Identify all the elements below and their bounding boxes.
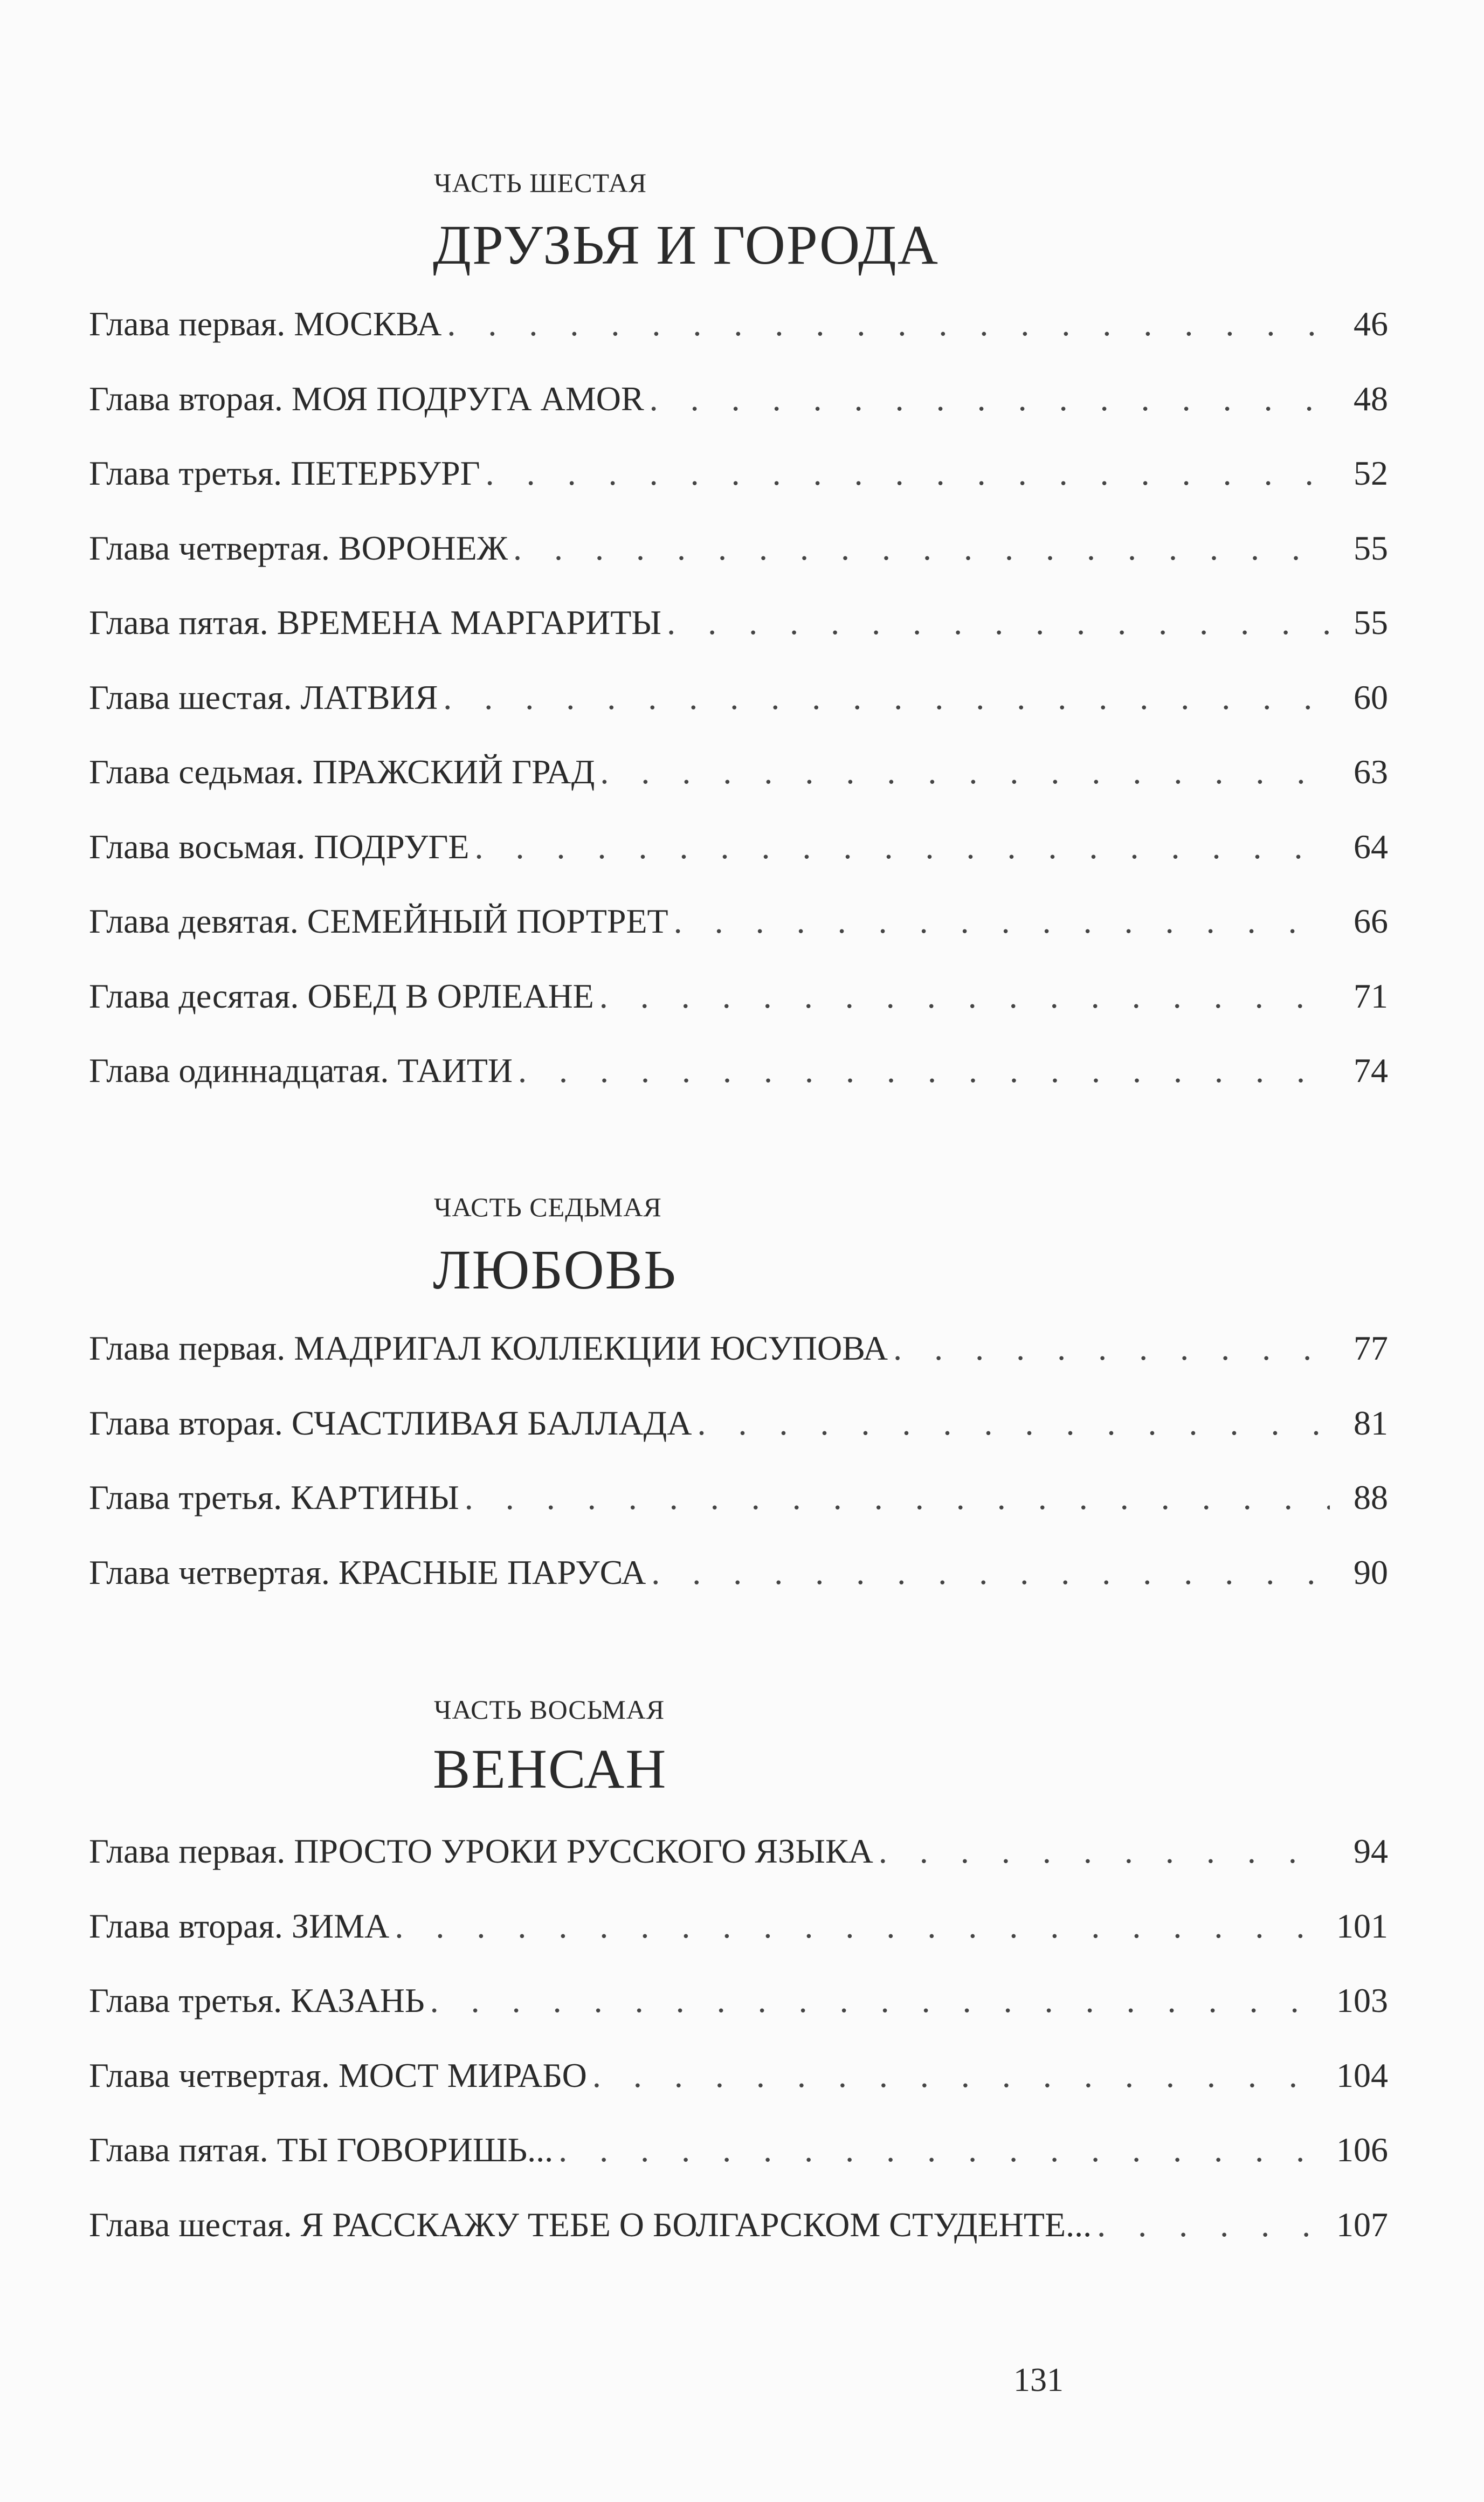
chapter-title: Глава четвертая. ВОРОНЕЖ [89, 528, 508, 567]
toc-entry [89, 511, 1388, 586]
chapter-page: 106 [1336, 2131, 1388, 2169]
chapter-page: 77 [1354, 1329, 1388, 1367]
chapter-page: 63 [1354, 753, 1388, 791]
chapter-title: Глава десятая. ОБЕД В ОРЛЕАНЕ [89, 976, 594, 1015]
chapter-page: 60 [1354, 678, 1388, 716]
part-8-label: ЧАСТЬ ВОСЬМАЯ [434, 1694, 665, 1725]
toc-entry [89, 735, 1388, 810]
chapter-page: 55 [1354, 528, 1388, 567]
chapter-title: Глава вторая. МОЯ ПОДРУГА AMOR [89, 379, 644, 418]
toc-entry [89, 2188, 1388, 2263]
toc-entry [89, 660, 1388, 735]
toc-entry [89, 1386, 1388, 1461]
dot-leader [667, 585, 1330, 660]
chapter-title: Глава вторая. ЗИМА [89, 1906, 390, 1945]
dot-leader [893, 1311, 1330, 1386]
toc-entry [89, 1033, 1388, 1108]
dot-leader [650, 362, 1330, 437]
chapter-page: 55 [1354, 603, 1388, 642]
dot-leader [447, 287, 1330, 362]
dot-leader [558, 2113, 1327, 2188]
toc-entry [89, 959, 1388, 1034]
toc-entry [89, 1311, 1388, 1386]
toc-entry [89, 436, 1388, 511]
chapter-page: 64 [1354, 827, 1388, 866]
chapter-title: Глава вторая. СЧАСТЛИВАЯ БАЛЛАДА [89, 1403, 692, 1442]
toc-entry [89, 810, 1388, 885]
dot-leader [518, 1033, 1330, 1108]
chapter-page: 103 [1336, 1981, 1388, 2019]
toc-entry [89, 1889, 1388, 1964]
toc-entry [89, 585, 1388, 660]
chapter-page: 104 [1336, 2056, 1388, 2094]
chapter-page: 74 [1354, 1051, 1388, 1090]
toc-entry [89, 2113, 1388, 2188]
dot-leader [879, 1814, 1330, 1889]
chapter-title: Глава первая. МАДРИГАЛ КОЛЛЕКЦИИ ЮСУПОВА [89, 1329, 888, 1367]
part-6-label: ЧАСТЬ ШЕСТАЯ [434, 168, 647, 198]
toc-entry [89, 2038, 1388, 2113]
dot-leader [674, 884, 1330, 959]
chapter-page: 88 [1354, 1478, 1388, 1517]
chapter-page: 107 [1336, 2205, 1388, 2244]
toc-part-8 [89, 1814, 1388, 2262]
dot-leader [430, 1963, 1327, 2038]
chapter-title: Глава пятая. ТЫ ГОВОРИШЬ... [89, 2131, 554, 2169]
dot-leader [465, 1460, 1330, 1535]
chapter-title: Глава четвертая. МОСТ МИРАБО [89, 2056, 587, 2094]
chapter-page: 94 [1354, 1832, 1388, 1870]
dot-leader [443, 660, 1330, 735]
toc-entry [89, 287, 1388, 362]
chapter-title: Глава шестая. Я РАССКАЖУ ТЕБЕ О БОЛГАРСКОМ СТУДЕНТЕ... [89, 2205, 1092, 2244]
chapter-title: Глава первая. ПРОСТО УРОКИ РУССКОГО ЯЗЫКА [89, 1832, 873, 1870]
part-6-title: ДРУЗЬЯ И ГОРОДА [433, 214, 939, 276]
toc-entry [89, 1460, 1388, 1535]
chapter-title: Глава первая. МОСКВА [89, 305, 442, 343]
chapter-page: 101 [1336, 1906, 1388, 1945]
chapter-page: 81 [1354, 1403, 1388, 1442]
chapter-page: 52 [1354, 454, 1388, 492]
dot-leader [1097, 2188, 1327, 2263]
part-8-title: ВЕНСАН [433, 1738, 667, 1800]
chapter-title: Глава девятая. СЕМЕЙНЫЙ ПОРТРЕТ [89, 902, 668, 940]
dot-leader [600, 735, 1330, 810]
toc-part-7 [89, 1311, 1388, 1610]
toc-part-6 [89, 287, 1388, 1108]
chapter-page: 48 [1354, 379, 1388, 418]
chapter-title: Глава четвертая. КРАСНЫЕ ПАРУСА [89, 1553, 646, 1591]
page-number: 131 [1013, 2362, 1064, 2398]
dot-leader [651, 1535, 1330, 1610]
part-7-label: ЧАСТЬ СЕДЬМАЯ [434, 1192, 662, 1222]
chapter-title: Глава третья. ПЕТЕРБУРГ [89, 454, 480, 492]
dot-leader [486, 436, 1330, 511]
dot-leader [599, 959, 1330, 1034]
chapter-page: 90 [1354, 1553, 1388, 1591]
dot-leader [592, 2038, 1327, 2113]
chapter-title: Глава шестая. ЛАТВИЯ [89, 678, 438, 716]
chapter-title: Глава третья. КАРТИНЫ [89, 1478, 459, 1517]
dot-leader [697, 1386, 1330, 1461]
chapter-title: Глава третья. КАЗАНЬ [89, 1981, 425, 2019]
chapter-page: 71 [1354, 976, 1388, 1015]
dot-leader [475, 810, 1330, 885]
chapter-title: Глава одиннадцатая. ТАИТИ [89, 1051, 513, 1090]
toc-entry [89, 1535, 1388, 1610]
toc-entry [89, 884, 1388, 959]
chapter-page: 66 [1354, 902, 1388, 940]
toc-entry [89, 1963, 1388, 2038]
chapter-title: Глава пятая. ВРЕМЕНА МАРГАРИТЫ [89, 603, 662, 642]
dot-leader [395, 1889, 1327, 1964]
toc-entry [89, 1814, 1388, 1889]
chapter-title: Глава седьмая. ПРАЖСКИЙ ГРАД [89, 753, 595, 791]
chapter-title: Глава восьмая. ПОДРУГЕ [89, 827, 470, 866]
toc-entry [89, 362, 1388, 437]
part-7-title: ЛЮБОВЬ [433, 1239, 677, 1301]
chapter-page: 46 [1354, 305, 1388, 343]
dot-leader [513, 511, 1330, 586]
